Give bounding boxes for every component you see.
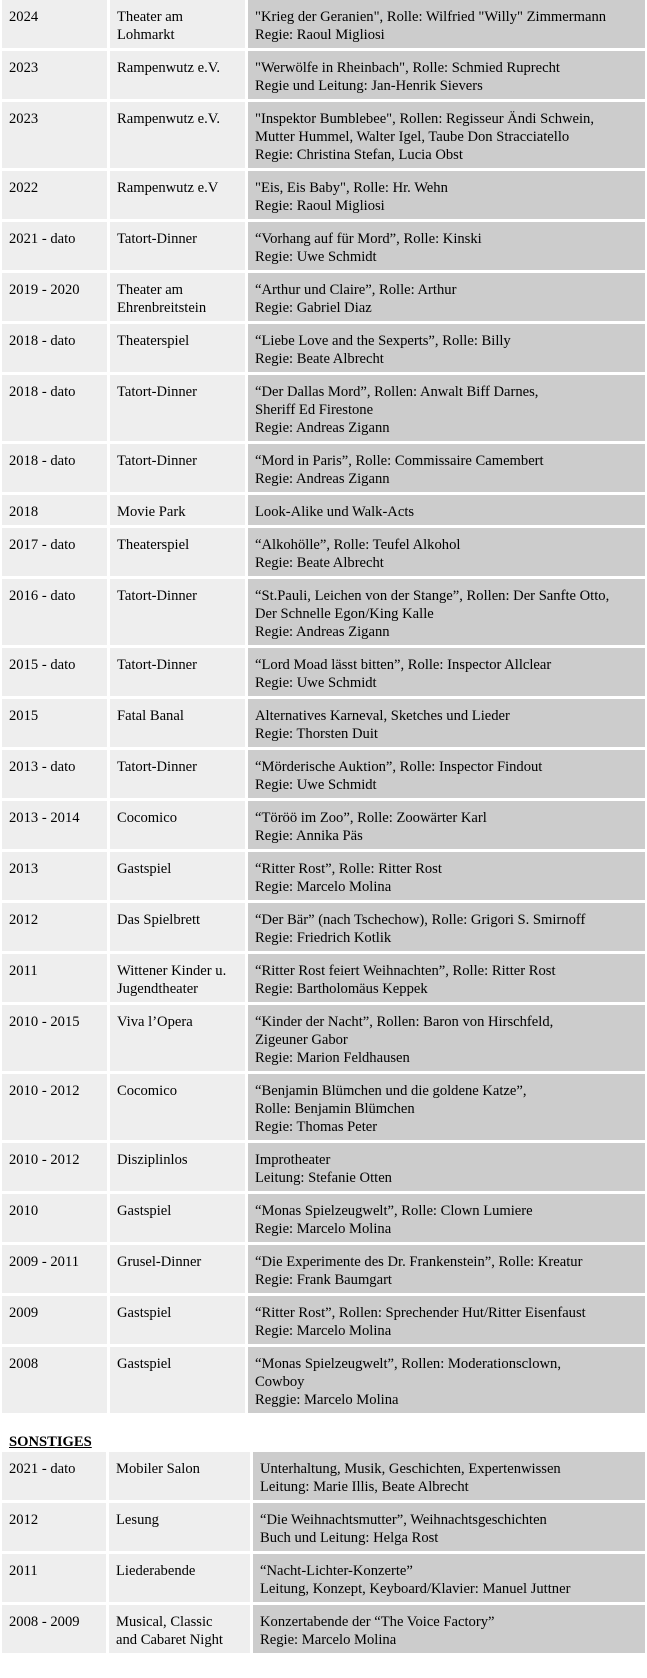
description-line: Regie: Beate Albrecht <box>255 555 384 571</box>
description-cell <box>245 0 645 48</box>
table-row <box>2 852 645 900</box>
year-cell: 2008 <box>2 1347 107 1413</box>
venue-cell <box>107 1143 245 1191</box>
table-row <box>2 1347 645 1413</box>
table-row <box>2 750 645 798</box>
description-cell <box>245 852 645 900</box>
table-row <box>2 1296 645 1344</box>
description-line: “Benjamin Blümchen und die goldene Katze”, <box>255 1083 527 1099</box>
section-title-sonstiges: SONSTIGES <box>9 1434 92 1450</box>
description-line: “Monas Spielzeugwelt”, Rolle: Clown Lumiere <box>255 1203 533 1219</box>
venue-cell <box>107 444 245 492</box>
description-line: Regie: Friedrich Kotlik <box>255 930 392 946</box>
table-row <box>2 903 645 951</box>
venue-cell <box>107 51 245 99</box>
description-line: Regie: Marcelo Molina <box>255 1221 392 1237</box>
table-row <box>2 1194 645 1242</box>
venue-cell <box>107 903 245 951</box>
venue-line: Fatal Banal <box>117 708 184 724</box>
description-cell <box>245 375 645 441</box>
table-row <box>2 801 645 849</box>
year-cell: 2016 - dato <box>2 579 107 645</box>
year-cell: 2011 <box>2 1554 106 1602</box>
description-line: Regie: Marcelo Molina <box>260 1632 397 1648</box>
venue-line: Gastspiel <box>117 1356 172 1372</box>
year-cell: 2010 - 2015 <box>2 1005 107 1071</box>
venue-line: Lohmarkt <box>117 27 175 43</box>
description-cell <box>245 1005 645 1071</box>
description-line: Cowboy <box>255 1374 305 1390</box>
year-cell: 2024 <box>2 0 107 48</box>
year-cell: 2013 - dato <box>2 750 107 798</box>
description-line: Regie: Annika Päs <box>255 828 363 844</box>
description-line: "Inspektor Bumblebee", Rollen: Regisseur Ändi Schwein, <box>255 111 595 127</box>
year-cell: 2008 - 2009 <box>2 1605 106 1653</box>
table-row <box>2 579 645 645</box>
venue-line: Theaterspiel <box>117 333 190 349</box>
venue-line: Musical, Classic <box>116 1614 213 1630</box>
year-cell: 2009 - 2011 <box>2 1245 107 1293</box>
description-cell <box>245 273 645 321</box>
description-line: “Vorhang auf für Mord”, Rolle: Kinski <box>255 231 482 247</box>
venue-line: Disziplinlos <box>117 1152 188 1168</box>
venue-cell <box>107 1074 245 1140</box>
description-cell <box>245 102 645 168</box>
venue-cell <box>107 495 245 525</box>
description-cell <box>245 1194 645 1242</box>
venue-line: Cocomico <box>117 810 177 826</box>
table-row <box>2 699 645 747</box>
description-line: Regie: Marion Feldhausen <box>255 1050 410 1066</box>
description-line: Regie: Thomas Peter <box>255 1119 378 1135</box>
table-row <box>2 0 645 48</box>
year-cell: 2013 <box>2 852 107 900</box>
year-cell: 2010 - 2012 <box>2 1143 107 1191</box>
table-row <box>2 171 645 219</box>
venue-line: Rampenwutz e.V. <box>117 111 221 127</box>
year-cell: 2018 <box>2 495 107 525</box>
year-cell: 2010 - 2012 <box>2 1074 107 1140</box>
description-cell <box>250 1605 645 1653</box>
description-line: “Mord in Paris”, Rolle: Commissaire Camembert <box>255 453 544 469</box>
venue-cell <box>106 1554 250 1602</box>
description-line: "Eis, Eis Baby", Rolle: Hr. Wehn <box>255 180 448 196</box>
description-cell <box>245 1245 645 1293</box>
venue-cell <box>106 1452 250 1500</box>
table-row <box>2 324 645 372</box>
table-row <box>2 528 645 576</box>
description-cell <box>245 1143 645 1191</box>
description-line: “Töröö im Zoo”, Rolle: Zoowärter Karl <box>255 810 487 826</box>
description-line: Leitung: Stefanie Otten <box>255 1170 392 1186</box>
description-cell <box>245 699 645 747</box>
description-line: "Werwölfe in Rheinbach", Rolle: Schmied Ruprecht <box>255 60 560 76</box>
table-row <box>2 102 645 168</box>
description-line: Reggie: Marcelo Molina <box>255 1392 399 1408</box>
description-line: “Mörderische Auktion”, Rolle: Inspector Findout <box>255 759 543 775</box>
description-line: Konzertabende der “The Voice Factory” <box>260 1614 495 1630</box>
venue-line: Rampenwutz e.V. <box>117 60 221 76</box>
description-line: “St.Pauli, Leichen von der Stange”, Rollen: Der Sanfte Otto, <box>255 588 610 604</box>
year-cell: 2022 <box>2 171 107 219</box>
table-row <box>2 51 645 99</box>
year-cell: 2021 - dato <box>2 222 107 270</box>
description-line: “Ritter Rost feiert Weihnachten”, Rolle: Ritter Rost <box>255 963 556 979</box>
table-row <box>2 1554 645 1602</box>
year-cell: 2012 <box>2 903 107 951</box>
description-line: Buch und Leitung: Helga Rost <box>260 1530 439 1546</box>
description-line: “Kinder der Nacht”, Rollen: Baron von Hirschfeld, <box>255 1014 554 1030</box>
venue-line: Theater am <box>117 282 184 298</box>
description-line: Look-Alike und Walk-Acts <box>255 504 415 520</box>
venue-line: Cocomico <box>117 1083 177 1099</box>
venue-line: Movie Park <box>117 504 186 520</box>
table-row <box>2 1074 645 1140</box>
venue-line: Wittener Kinder u. <box>117 963 227 979</box>
description-cell <box>245 579 645 645</box>
venue-cell <box>107 648 245 696</box>
description-line: Regie: Uwe Schmidt <box>255 777 377 793</box>
description-line: Improtheater <box>255 1152 331 1168</box>
venue-cell <box>107 1245 245 1293</box>
description-line: Regie: Gabriel Diaz <box>255 300 372 316</box>
venue-line: Rampenwutz e.V <box>117 180 219 196</box>
description-cell <box>245 324 645 372</box>
description-cell <box>250 1503 645 1551</box>
description-cell <box>245 222 645 270</box>
description-line: “Lord Moad lässt bitten”, Rolle: Inspector Allclear <box>255 657 552 673</box>
venue-cell <box>107 699 245 747</box>
venue-cell <box>107 1005 245 1071</box>
description-line: “Die Experimente des Dr. Frankenstein”, Rolle: Kreatur <box>255 1254 583 1270</box>
description-line: Regie: Bartholomäus Keppek <box>255 981 428 997</box>
description-cell <box>245 648 645 696</box>
description-line: Regie: Raoul Migliosi <box>255 27 385 43</box>
description-line: “Alkohölle”, Rolle: Teufel Alkohol <box>255 537 461 553</box>
table-row <box>2 222 645 270</box>
venue-cell <box>106 1503 250 1551</box>
description-cell <box>245 750 645 798</box>
description-line: Regie: Thorsten Duit <box>255 726 378 742</box>
venue-line: Gastspiel <box>117 861 172 877</box>
misc-table-body <box>2 1452 645 1653</box>
description-line: Sheriff Ed Firestone <box>255 402 374 418</box>
description-line: Mutter Hummel, Walter Igel, Taube Don Stracciatello <box>255 129 570 145</box>
engagements-table-body <box>2 0 645 1413</box>
year-cell: 2021 - dato <box>2 1452 106 1500</box>
description-line: “Ritter Rost”, Rolle: Ritter Rost <box>255 861 442 877</box>
table-row <box>2 954 645 1002</box>
table-row <box>2 1452 645 1500</box>
venue-line: Viva l’Opera <box>117 1014 193 1030</box>
venue-line: Mobiler Salon <box>116 1461 200 1477</box>
venue-line: Theater am <box>117 9 184 25</box>
venue-cell <box>107 801 245 849</box>
description-line: Regie: Andreas Zigann <box>255 624 390 640</box>
description-line: "Krieg der Geranien", Rolle: Wilfried "Willy" Zimmermann <box>255 9 607 25</box>
venue-line: Tatort-Dinner <box>117 384 198 400</box>
description-line: Regie: Uwe Schmidt <box>255 249 377 265</box>
year-cell: 2023 <box>2 51 107 99</box>
engagements-table <box>2 0 645 1416</box>
description-line: “Liebe Love and the Sexperts”, Rolle: Billy <box>255 333 511 349</box>
venue-cell <box>107 750 245 798</box>
description-line: Alternatives Karneval, Sketches und Lieder <box>255 708 510 724</box>
venue-line: Das Spielbrett <box>117 912 201 928</box>
venue-cell <box>107 528 245 576</box>
description-line: Zigeuner Gabor <box>255 1032 348 1048</box>
description-line: Rolle: Benjamin Blümchen <box>255 1101 415 1117</box>
table-row <box>2 444 645 492</box>
venue-line: Theaterspiel <box>117 537 190 553</box>
venue-line: Ehrenbreitstein <box>117 300 207 316</box>
year-cell: 2019 - 2020 <box>2 273 107 321</box>
description-cell <box>245 1074 645 1140</box>
venue-cell <box>107 0 245 48</box>
description-line: “Der Bär” (nach Tschechow), Rolle: Grigori S. Smirnoff <box>255 912 586 928</box>
description-line: “Der Dallas Mord”, Rollen: Anwalt Biff Darnes, <box>255 384 539 400</box>
description-line: Regie: Christina Stefan, Lucia Obst <box>255 147 463 163</box>
venue-cell <box>107 171 245 219</box>
venue-cell <box>107 375 245 441</box>
year-cell: 2015 - dato <box>2 648 107 696</box>
venue-line: Tatort-Dinner <box>117 588 198 604</box>
venue-line: Liederabende <box>116 1563 196 1579</box>
year-cell: 2009 <box>2 1296 107 1344</box>
venue-line: Lesung <box>116 1512 159 1528</box>
year-cell: 2018 - dato <box>2 444 107 492</box>
table-row <box>2 1005 645 1071</box>
description-line: Regie: Uwe Schmidt <box>255 675 377 691</box>
description-line: Regie: Frank Baumgart <box>255 1272 392 1288</box>
year-cell: 2018 - dato <box>2 375 107 441</box>
description-cell <box>250 1452 645 1500</box>
year-cell: 2010 <box>2 1194 107 1242</box>
description-cell <box>245 444 645 492</box>
table-row <box>2 648 645 696</box>
description-line: Regie: Andreas Zigann <box>255 471 390 487</box>
description-cell <box>245 903 645 951</box>
year-cell: 2023 <box>2 102 107 168</box>
description-line: Regie: Raoul Migliosi <box>255 198 385 214</box>
year-cell: 2013 - 2014 <box>2 801 107 849</box>
venue-line: Tatort-Dinner <box>117 759 198 775</box>
venue-line: Tatort-Dinner <box>117 453 198 469</box>
venue-line: Tatort-Dinner <box>117 231 198 247</box>
description-line: Regie: Marcelo Molina <box>255 879 392 895</box>
venue-cell <box>107 324 245 372</box>
description-line: Regie und Leitung: Jan-Henrik Sievers <box>255 78 483 94</box>
venue-cell <box>107 954 245 1002</box>
venue-line: Grusel-Dinner <box>117 1254 202 1270</box>
table-row <box>2 1605 645 1653</box>
description-cell <box>245 801 645 849</box>
venue-line: Jugendtheater <box>117 981 199 997</box>
description-line: Regie: Marcelo Molina <box>255 1323 392 1339</box>
description-line: Regie: Beate Albrecht <box>255 351 384 367</box>
year-cell: 2018 - dato <box>2 324 107 372</box>
description-line: “Nacht-Lichter-Konzerte” <box>260 1563 413 1579</box>
year-cell: 2017 - dato <box>2 528 107 576</box>
description-cell <box>245 495 645 525</box>
table-row <box>2 1503 645 1551</box>
venue-cell <box>107 102 245 168</box>
venue-line: Gastspiel <box>117 1203 172 1219</box>
year-cell: 2011 <box>2 954 107 1002</box>
description-line: Leitung: Marie Illis, Beate Albrecht <box>260 1479 469 1495</box>
table-row <box>2 1143 645 1191</box>
venue-line: Gastspiel <box>117 1305 172 1321</box>
table-row <box>2 375 645 441</box>
venue-cell <box>107 273 245 321</box>
venue-cell <box>107 1347 245 1413</box>
description-cell <box>245 171 645 219</box>
venue-cell <box>106 1605 250 1653</box>
description-cell <box>245 51 645 99</box>
description-line: Unterhaltung, Musik, Geschichten, Expertenwissen <box>260 1461 561 1477</box>
description-cell <box>245 954 645 1002</box>
description-cell <box>245 528 645 576</box>
year-cell: 2012 <box>2 1503 106 1551</box>
year-cell: 2015 <box>2 699 107 747</box>
description-cell <box>250 1554 645 1602</box>
venue-line: Tatort-Dinner <box>117 657 198 673</box>
venue-line: and Cabaret Night <box>116 1632 223 1648</box>
description-line: “Die Weihnachtsmutter”, Weihnachtsgeschichten <box>260 1512 547 1528</box>
description-line: Regie: Andreas Zigann <box>255 420 390 436</box>
misc-table <box>2 1449 645 1656</box>
venue-cell <box>107 1296 245 1344</box>
venue-cell <box>107 852 245 900</box>
venue-cell <box>107 579 245 645</box>
description-line: “Ritter Rost”, Rollen: Sprechender Hut/Ritter Eisenfaust <box>255 1305 586 1321</box>
table-row <box>2 273 645 321</box>
description-line: “Monas Spielzeugwelt”, Rollen: Moderationsclown, <box>255 1356 561 1372</box>
description-line: Der Schnelle Egon/King Kalle <box>255 606 434 622</box>
venue-cell <box>107 222 245 270</box>
description-cell <box>245 1296 645 1344</box>
venue-cell <box>107 1194 245 1242</box>
description-line: Leitung, Konzept, Keyboard/Klavier: Manuel Juttner <box>260 1581 571 1597</box>
description-cell <box>245 1347 645 1413</box>
table-row <box>2 1245 645 1293</box>
table-row <box>2 495 645 525</box>
description-line: “Arthur und Claire”, Rolle: Arthur <box>255 282 457 298</box>
